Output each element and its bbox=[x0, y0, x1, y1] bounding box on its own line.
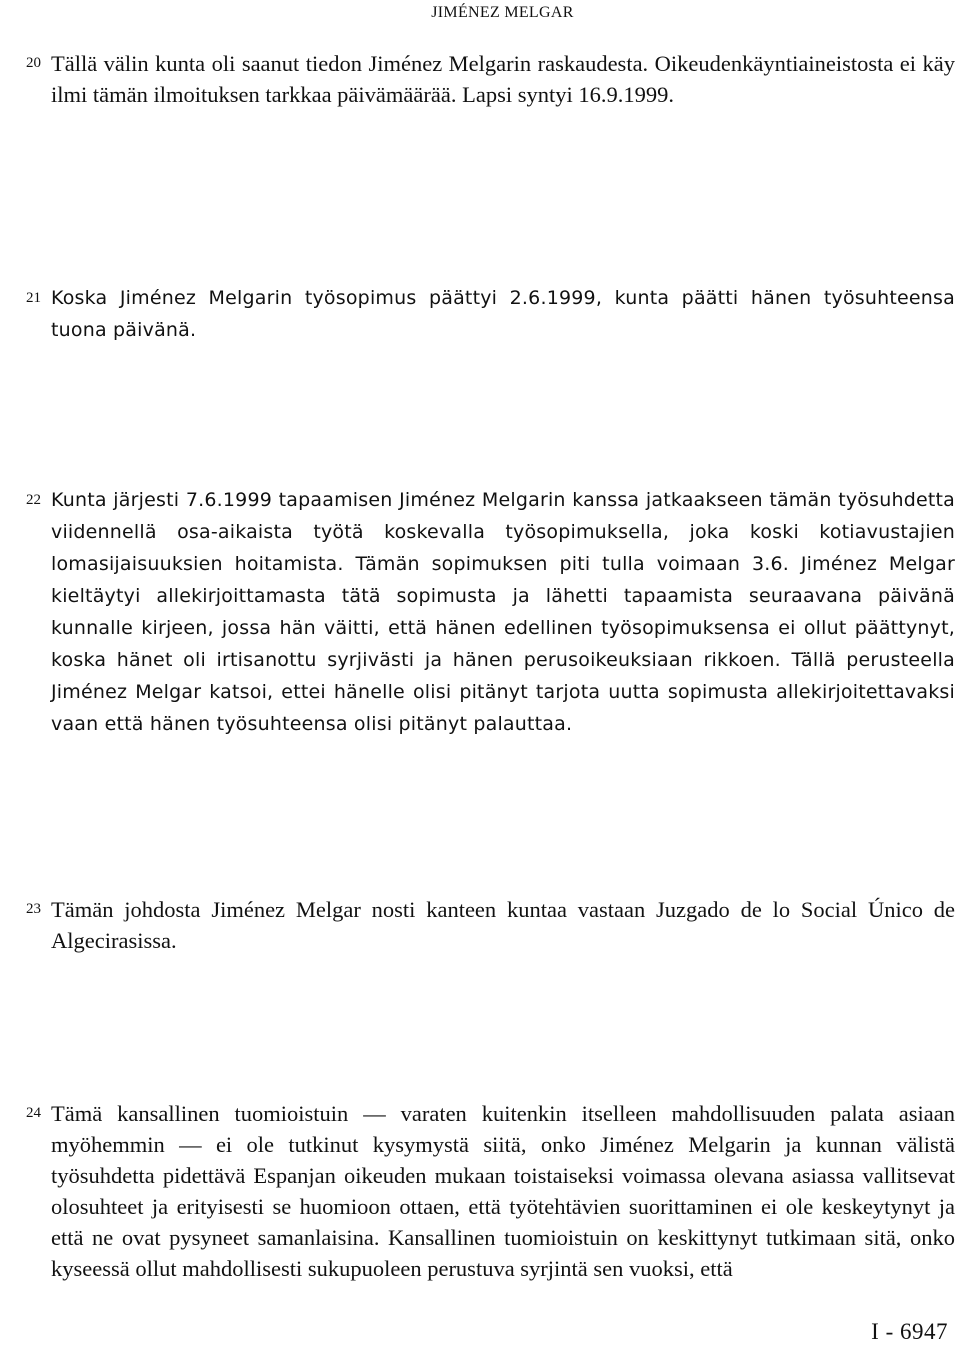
paragraph-text: Tällä välin kunta oli saanut tiedon Jiménez Melgarin raskaudesta. Oikeudenkäyntiaineistosta ei käy ilmi tämän ilmoituksen tarkkaa päivämäärää. Lapsi syntyi 16.9.1999. bbox=[51, 51, 955, 107]
paragraph-text: Tämän johdosta Jiménez Melgar nosti kanteen kuntaa vastaan Juzgado de lo Social Único de Algecirasissa. bbox=[51, 897, 955, 953]
paragraph-text: Kunta järjesti 7.6.1999 tapaamisen Jiménez Melgarin kanssa jatkaakseen tämän työsuhdetta viidennellä osa-aikaista työtä koskevalla työsopimuksella, joka koski kotiavustajien lomasijaisuuksien hoitamista. Tämän sopimuksen piti tulla voimaan 3.6. Jiménez Melgar kieltäytyi allekirjoittamasta tätä sopimusta ja lähetti tapaamista seuraavana päivänä kunnalle kirjeen, jossa hän väitti, että hänen edellinen työsopimuksensa ei ollut päättynyt, koska hänet oli irtisanottu syrjivästi ja hänen perusoikeuksiaan rikkoen. Tällä perusteella Jiménez Melgar katsoi, ettei hänelle olisi pitänyt tarjota uutta sopimusta allekirjoitettavaksi vaan että hänen työsuhteensa olisi pitänyt palauttaa. bbox=[51, 489, 955, 735]
paragraph-text: Koska Jiménez Melgarin työsopimus päättyi 2.6.1999, kunta päätti hänen työsuhteensa tuona päivänä. bbox=[51, 287, 955, 341]
paragraph-number: 23 bbox=[26, 901, 41, 917]
page-number: I - 6947 bbox=[871, 1319, 948, 1344]
paragraph-number: 21 bbox=[26, 290, 41, 306]
paragraph-number: 24 bbox=[26, 1105, 41, 1121]
paragraph-number: 20 bbox=[26, 55, 41, 71]
paragraph-number: 22 bbox=[26, 492, 41, 508]
paragraph-text: Tämä kansallinen tuomioistuin — varaten kuitenkin itselleen mahdollisuuden palata asiaan myöhemmin — ei ole tutkinut kysymystä siitä, onko Jiménez Melgarin ja kunnan välistä työsuhdetta pidettävä Espanjan oikeuden mukaan toistaiseksi voimassa olevana asiassa vallitsevat olosuhteet ja erityisesti se huomioon ottaen, että työtehtävien suorittaminen ei ole keskeytynyt ja että ne ovat pysyneet samanlaisina. Kansallinen tuomioistuin on keskittynyt tutkimaan sitä, onko kyseessä ollut mahdollisesti sukupuoleen perustuva syrjintä sen vuoksi, että bbox=[51, 1101, 955, 1281]
running-header: JIMÉNEZ MELGAR bbox=[431, 4, 574, 21]
